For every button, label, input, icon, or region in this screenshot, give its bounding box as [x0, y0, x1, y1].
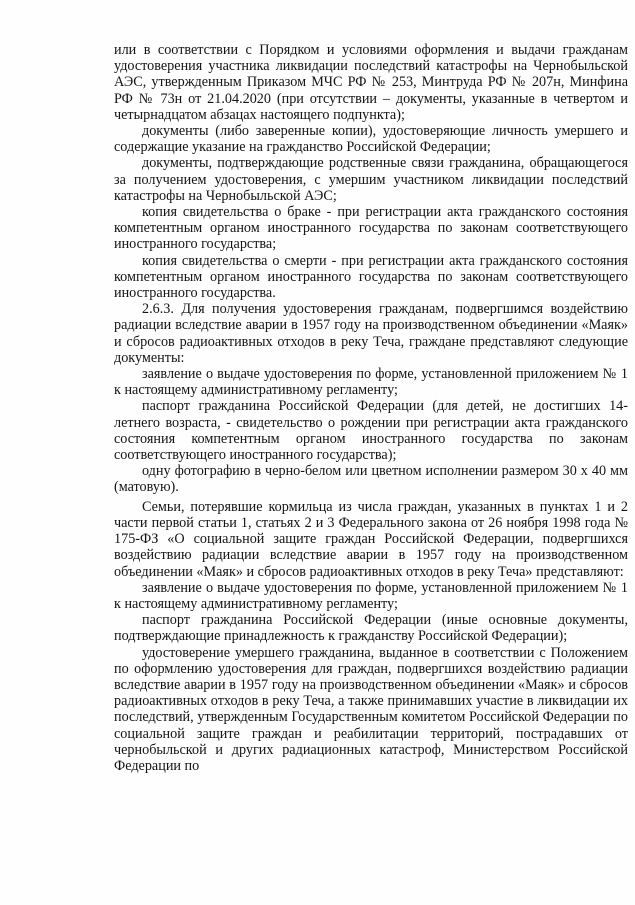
section-2-6-3-heading: 2.6.3. Для получения удостоверения гражданам, подвергшимся воздействию радиации вследствие аварии в 1957 году на производственном объединении «Маяк» и сбросов радиоактивных отходов в реку Теча, граждане представляют следующие документы:	[114, 301, 628, 366]
paragraph-passport: паспорт гражданина Российской Федерации (для детей, не достигших 14-летнего возраста, - свидетельство о рождении при регистрации акта гражданского состояния компетентным органом иностранного государства по законам соответствующего иностранного государства);	[114, 398, 628, 464]
paragraph-death-certificate: копия свидетельства о смерти - при регистрации акта гражданского состояния компетентным органом иностранного государства по законам соответствующего иностранного государства.	[114, 252, 628, 302]
paragraph-deceased-certificate: удостоверение умершего гражданина, выданное в соответствии с Положением по оформлению удостоверения для граждан, подвергшихся воздействию радиации вследствие аварии в 1957 году на производственном объединении «Маяк» и сбросов радиоактивных отходов в реку Теча, а также принимавших участие в ликвидации их последствий, утвержденным Государственным комитетом Российской Федерации по социальной защите граждан и реабилитации территорий, пострадавших от чернобыльской и других радиационных катастроф, Министерством Российской Федерации по	[114, 644, 628, 774]
paragraph-passport-2: паспорт гражданина Российской Федерации (иные основные документы, подтверждающие принадлежность к гражданству Российской Федерации);	[114, 612, 628, 645]
document-body	[114, 42, 628, 774]
paragraph-marriage-certificate: копия свидетельства о браке - при регистрации акта гражданского состояния компетентным органом иностранного государства по законам соответствующего иностранного государства;	[114, 204, 628, 253]
paragraph-application-form-2: заявление о выдаче удостоверения по форме, установленной приложением № 1 к настоящему административному регламенту;	[114, 579, 628, 612]
paragraph-order-reference: или в соответствии с Порядком и условиями оформления и выдачи гражданам удостоверения участника ликвидации последствий катастрофы на Чернобыльской АЭС, утвержденным Приказом МЧС РФ № 253, Минтруда РФ № 207н, Минфина РФ № 73н от 21.04.2020 (при отсутствии – документы, указанные в четвертом и четырнадцатом абзацах настоящего подпункта);	[114, 42, 628, 123]
paragraph-identity-documents: документы (либо заверенные копии), удостоверяющие личность умершего и содержащие указание на гражданство Российской Федерации;	[114, 123, 628, 156]
paragraph-families-breadwinner: Семьи, потерявшие кормильца из числа граждан, указанных в пунктах 1 и 2 части первой статьи 1, статьях 2 и 3 Федерального закона от 26 ноября 1998 года № 175-ФЗ «О социальной защите граждан Российской Федерации, подвергшихся воздействию радиации вследствие аварии в 1957 году на производственном объединении «Маяк» и сбросов радиоактивных отходов в реку Теча» представляют:	[114, 498, 628, 580]
paragraph-photo: одну фотографию в черно-белом или цветном исполнении размером 30 х 40 мм (матовую).	[114, 463, 628, 496]
paragraph-kinship-documents: документы, подтверждающие родственные связи гражданина, обращающегося за получением удостоверения, с умершим участником ликвидации последствий катастрофы на Чернобыльской АЭС;	[114, 155, 628, 204]
paragraph-application-form: заявление о выдаче удостоверения по форме, установленной приложением № 1 к настоящему административному регламенту;	[114, 366, 628, 399]
